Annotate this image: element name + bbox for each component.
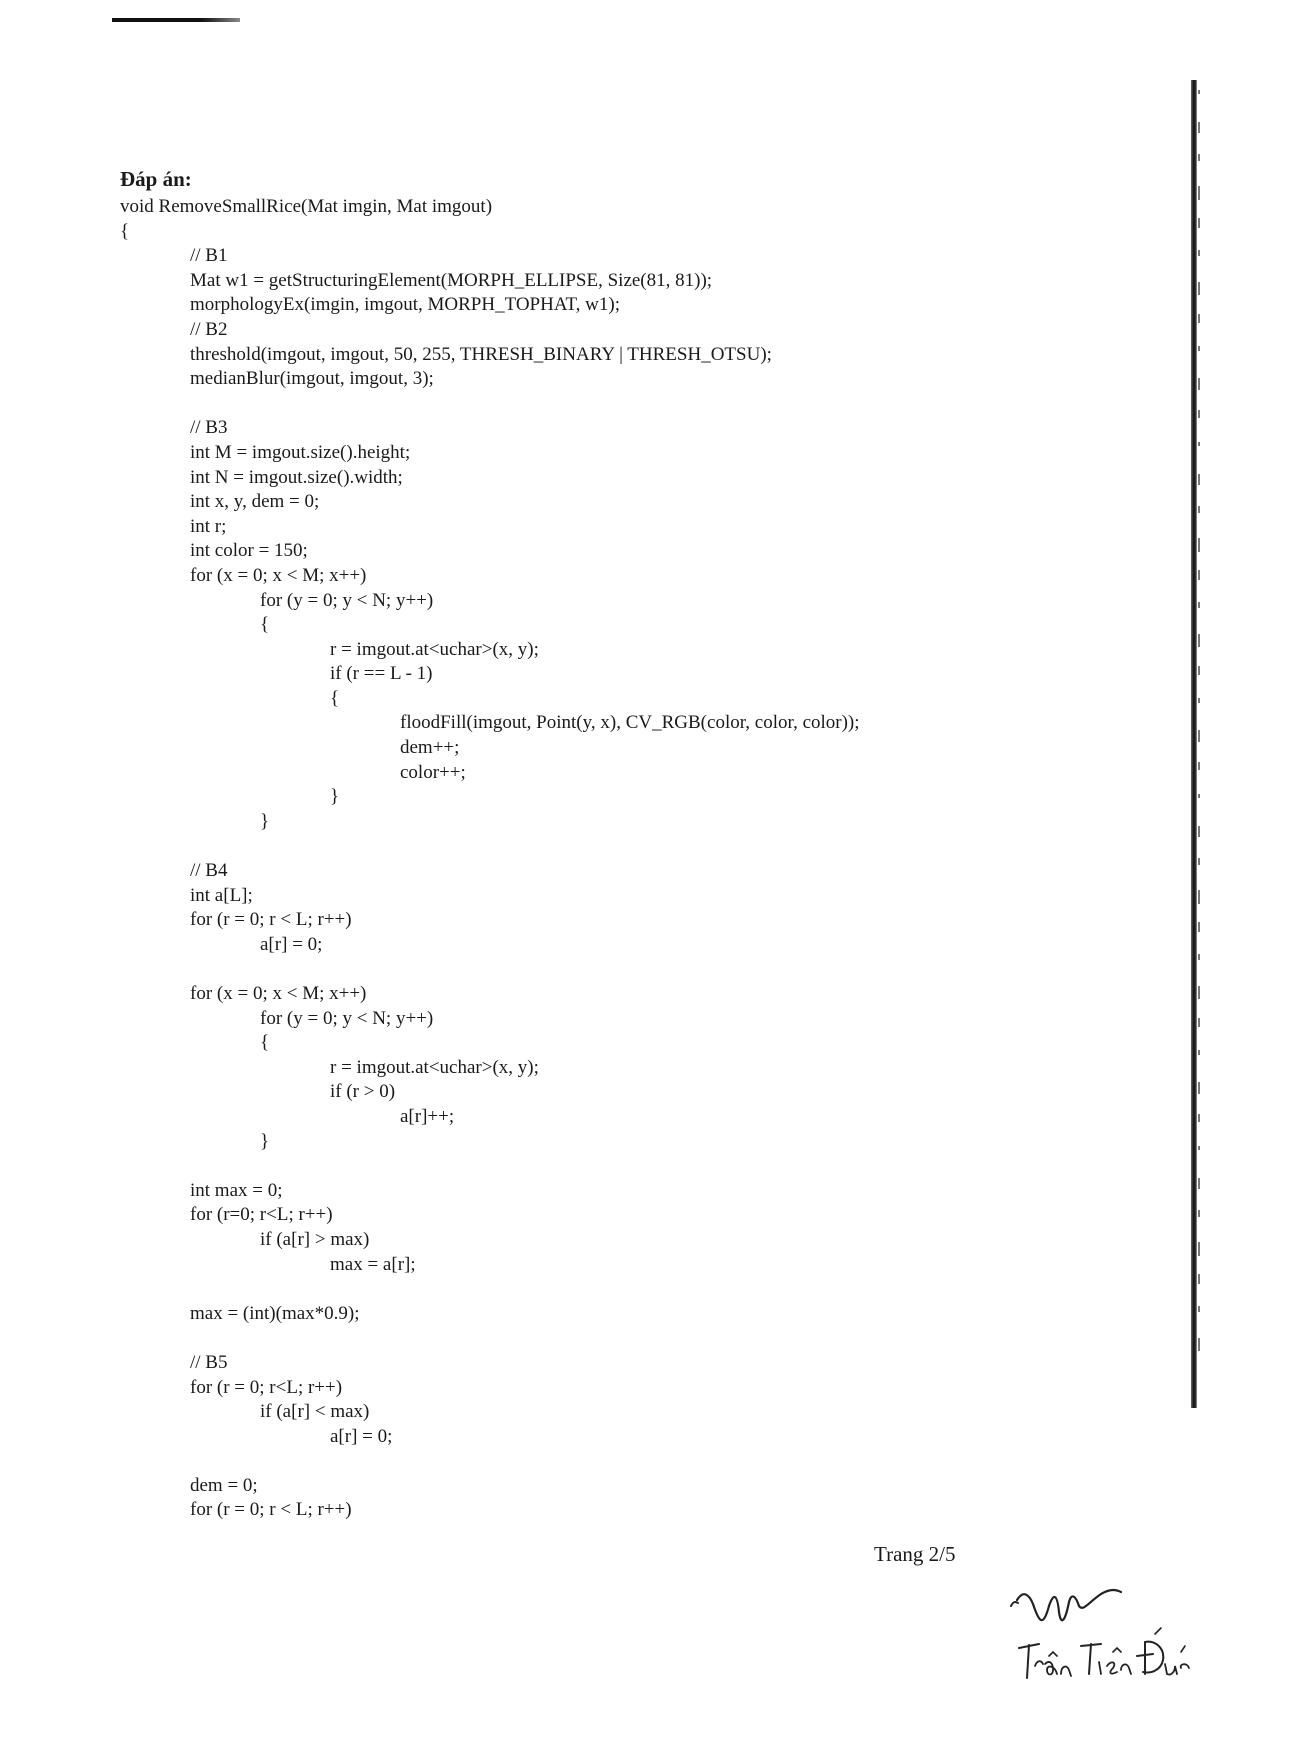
code-line [120, 834, 1180, 859]
code-line: max = (int)(max*0.9); [190, 1302, 360, 1324]
code-line: int a[L]; [190, 884, 253, 906]
scan-speck [1198, 1210, 1200, 1217]
code-line: void RemoveSmallRice(Mat imgin, Mat imgout) [120, 196, 493, 217]
code-line: int x, y, dem = 0; [190, 491, 320, 513]
code-line: for (r = 0; r<L; r++) [190, 1376, 343, 1398]
scan-speck [1198, 762, 1200, 770]
code-line: if (r == L - 1) [330, 663, 433, 685]
code-line: { [330, 687, 340, 709]
code-line: for (x = 0; x < M; x++) [190, 564, 367, 586]
code-line [120, 1154, 1180, 1179]
scan-speck [1198, 570, 1200, 580]
top-rule-mark [112, 18, 240, 22]
scan-speck [1198, 154, 1200, 161]
code-line: for (y = 0; y < N; y++) [260, 589, 434, 611]
scan-speck [1198, 698, 1200, 703]
scan-speck [1198, 1242, 1200, 1256]
scan-speck [1198, 250, 1200, 256]
scan-speck [1198, 314, 1200, 323]
code-line: } [260, 1130, 270, 1152]
scan-speck [1198, 410, 1200, 418]
scan-speck [1198, 538, 1200, 552]
code-line: threshold(imgout, imgout, 50, 255, THRESH_BINARY | THRESH_OTSU); [190, 343, 772, 365]
code-line: r = imgout.at<uchar>(x, y); [330, 638, 539, 660]
code-line [120, 1326, 1180, 1351]
code-line: for (r = 0; r < L; r++) [190, 909, 352, 931]
scan-speck [1198, 826, 1200, 837]
scan-speck [1198, 890, 1200, 904]
scan-speck [1198, 602, 1200, 608]
scan-speck [1198, 218, 1200, 228]
code-line [120, 1449, 1180, 1474]
code-line: int N = imgout.size().width; [190, 466, 403, 488]
answer-heading: Đáp án: [120, 167, 192, 191]
scan-speck [1198, 986, 1200, 999]
scan-speck [1198, 666, 1200, 675]
code-line: dem++; [400, 737, 460, 759]
scan-edge-shadow [1191, 80, 1197, 1408]
page-number: Trang 2/5 [874, 1542, 956, 1566]
code-line: { [120, 220, 130, 242]
code-line: if (r > 0) [330, 1081, 396, 1103]
scan-speck [1198, 634, 1200, 647]
code-line: a[r] = 0; [260, 933, 323, 955]
scan-speck [1198, 922, 1200, 932]
code-line: if (a[r] < max) [260, 1401, 370, 1423]
scan-speck [1198, 1306, 1200, 1312]
scan-speck [1198, 1082, 1200, 1094]
scan-speck [1198, 858, 1200, 865]
code-line: // B1 [190, 245, 228, 267]
scan-speck [1198, 1338, 1200, 1351]
scan-speck [1198, 282, 1200, 295]
scan-speck [1198, 1018, 1200, 1027]
code-line: for (x = 0; x < M; x++) [190, 983, 367, 1004]
scan-speck [1198, 442, 1200, 446]
scan-speck [1198, 1050, 1200, 1055]
code-line: } [330, 786, 340, 808]
code-line: { [260, 614, 270, 636]
scan-speck [1198, 1274, 1200, 1284]
code-line: // B3 [190, 417, 228, 439]
scan-speck [1198, 122, 1200, 133]
code-line: a[r]++; [400, 1105, 455, 1127]
code-line: Mat w1 = getStructuringElement(MORPH_ELLIPSE, Size(81, 81)); [190, 269, 713, 291]
code-line [120, 392, 1180, 417]
code-line: a[r] = 0; [330, 1425, 393, 1447]
code-line: int max = 0; [190, 1179, 283, 1201]
scan-speck [1198, 346, 1200, 351]
code-line: dem = 0; [190, 1474, 258, 1496]
code-line: for (r=0; r<L; r++) [190, 1204, 333, 1226]
code-line [120, 1277, 1180, 1302]
code-line: r = imgout.at<uchar>(x, y); [330, 1056, 539, 1078]
scan-speck [1198, 186, 1200, 200]
code-line: int r; [190, 515, 227, 537]
code-line: for (r = 0; r < L; r++) [190, 1499, 352, 1521]
code-listing [120, 195, 1180, 1523]
code-line: morphologyEx(imgin, imgout, MORPH_TOPHAT, w1); [190, 294, 620, 316]
code-line: // B4 [190, 860, 228, 882]
code-line: // B5 [190, 1351, 228, 1373]
scan-speck [1198, 474, 1200, 485]
code-line: // B2 [190, 318, 228, 340]
handwritten-signature [1005, 1582, 1195, 1692]
scan-speck [1198, 378, 1200, 390]
scan-speck [1198, 730, 1200, 742]
code-line: int M = imgout.size().height; [190, 441, 411, 463]
scan-speck [1198, 794, 1200, 798]
code-line: { [260, 1032, 270, 1054]
code-line [120, 957, 1180, 982]
scan-speck [1198, 506, 1200, 513]
code-line: max = a[r]; [330, 1253, 416, 1275]
scan-speck [1198, 1178, 1200, 1189]
scan-speck [1198, 1114, 1200, 1122]
code-line: medianBlur(imgout, imgout, 3); [190, 368, 434, 390]
code-line: } [260, 810, 270, 832]
code-line: color++; [400, 761, 466, 783]
scan-speck [1198, 90, 1200, 94]
scan-speck [1198, 1146, 1200, 1150]
code-line: if (a[r] > max) [260, 1228, 370, 1250]
code-line: for (y = 0; y < N; y++) [260, 1007, 434, 1029]
scan-speck [1198, 954, 1200, 960]
code-line: floodFill(imgout, Point(y, x), CV_RGB(color, color, color)); [400, 712, 860, 734]
code-line: int color = 150; [190, 540, 308, 562]
